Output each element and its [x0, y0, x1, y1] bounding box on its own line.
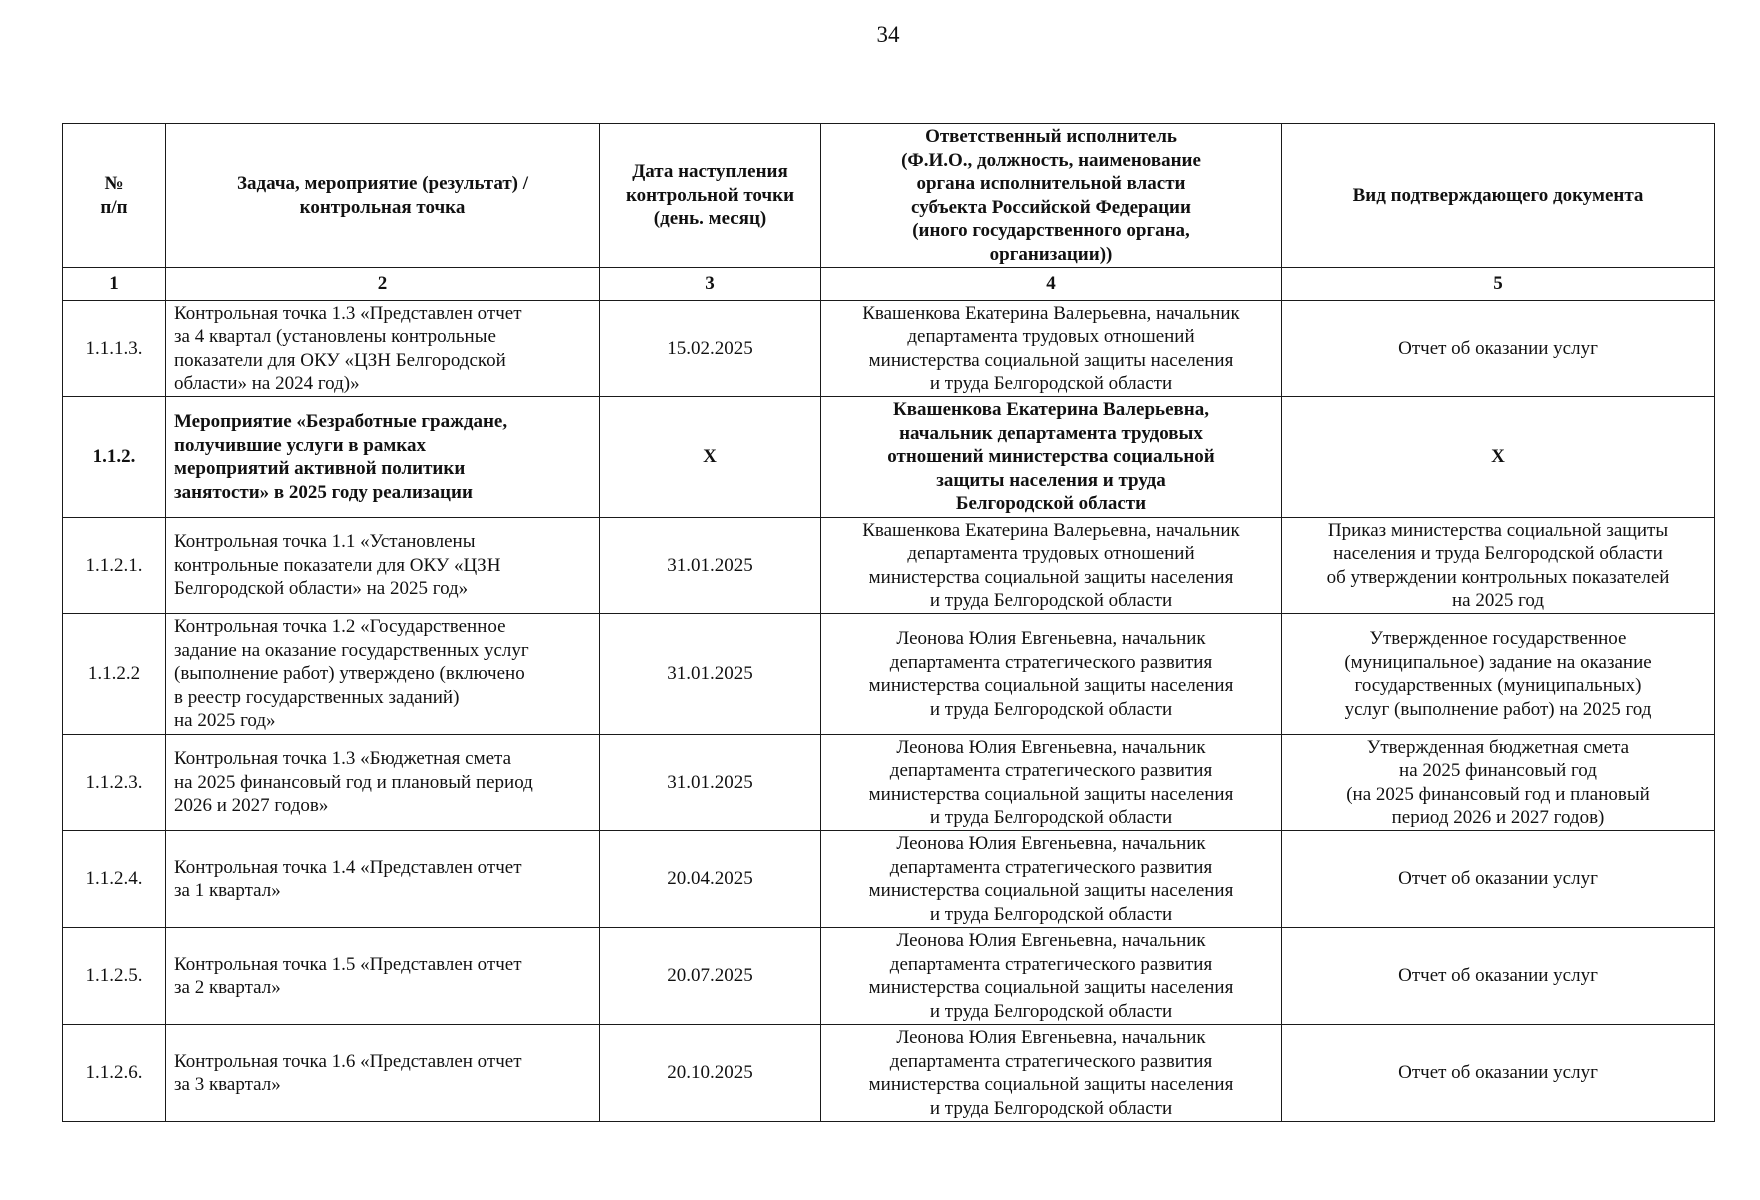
table-row — [63, 928, 1715, 1025]
column-number: 1 — [63, 268, 166, 301]
task-cell: Контрольная точка 1.4 «Представлен отчет за 1 квартал» — [166, 831, 600, 928]
table-row — [63, 735, 1715, 831]
date-cell: 31.01.2025 — [600, 614, 821, 735]
task-cell: Контрольная точка 1.6 «Представлен отчет за 3 квартал» — [166, 1025, 600, 1122]
document-cell: Отчет об оказании услуг — [1282, 831, 1715, 928]
responsible-cell: Леонова Юлия Евгеньевна, начальник департамента стратегического развития министерства социальной защиты населения и труда Белгородской области — [821, 831, 1282, 928]
column-number: 2 — [166, 268, 600, 301]
page-number: 34 — [876, 22, 900, 47]
column-number: 4 — [821, 268, 1282, 301]
table-row — [63, 518, 1715, 614]
document-cell: Отчет об оказании услуг — [1282, 928, 1715, 1025]
column-number: 3 — [600, 268, 821, 301]
column-number-row — [63, 268, 1715, 301]
row-number: 1.1.2.5. — [63, 928, 166, 1025]
table-row — [63, 397, 1715, 518]
table-row — [63, 1025, 1715, 1122]
responsible-cell: Квашенкова Екатерина Валерьевна, начальник департамента трудовых отношений министерства социальной защиты населения и труда Белгородской области — [821, 301, 1282, 397]
document-cell: Отчет об оказании услуг — [1282, 1025, 1715, 1122]
document-cell: Х — [1282, 397, 1715, 518]
task-cell: Контрольная точка 1.5 «Представлен отчет за 2 квартал» — [166, 928, 600, 1025]
header-row — [63, 124, 1715, 268]
column-number: 5 — [1282, 268, 1715, 301]
date-cell: 20.07.2025 — [600, 928, 821, 1025]
task-cell: Контрольная точка 1.2 «Государственное задание на оказание государственных услуг (выполнение работ) утверждено (включено в реестр государственных заданий) на 2025 год» — [166, 614, 600, 735]
header-responsible: Ответственный исполнитель (Ф.И.О., должность, наименование органа исполнительной власти субъекта Российской Федерации (иного государственного органа, организации)) — [821, 124, 1282, 268]
table-body — [63, 301, 1715, 1122]
header-number: № п/п — [63, 124, 166, 268]
date-cell: 20.04.2025 — [600, 831, 821, 928]
task-cell: Контрольная точка 1.3 «Бюджетная смета на 2025 финансовый год и плановый период 2026 и 2027 годов» — [166, 735, 600, 831]
header-document: Вид подтверждающего документа — [1282, 124, 1715, 268]
task-cell: Контрольная точка 1.3 «Представлен отчет за 4 квартал (установлены контрольные показатели для ОКУ «ЦЗН Белгородской области» на 2024 год)» — [166, 301, 600, 397]
control-points-table — [62, 123, 1715, 1122]
row-number: 1.1.2.2 — [63, 614, 166, 735]
date-cell: 20.10.2025 — [600, 1025, 821, 1122]
header-date: Дата наступления контрольной точки (день. месяц) — [600, 124, 821, 268]
date-cell: 31.01.2025 — [600, 518, 821, 614]
responsible-cell: Леонова Юлия Евгеньевна, начальник департамента стратегического развития министерства социальной защиты населения и труда Белгородской области — [821, 928, 1282, 1025]
document-cell: Утвержденное государственное (муниципальное) задание на оказание государственных (муниципальных) услуг (выполнение работ) на 2025 год — [1282, 614, 1715, 735]
document-cell: Приказ министерства социальной защиты населения и труда Белгородской области об утверждении контрольных показателей на 2025 год — [1282, 518, 1715, 614]
responsible-cell: Леонова Юлия Евгеньевна, начальник департамента стратегического развития министерства социальной защиты населения и труда Белгородской области — [821, 1025, 1282, 1122]
date-cell: Х — [600, 397, 821, 518]
responsible-cell: Леонова Юлия Евгеньевна, начальник департамента стратегического развития министерства социальной защиты населения и труда Белгородской области — [821, 614, 1282, 735]
responsible-cell: Квашенкова Екатерина Валерьевна, начальник департамента трудовых отношений министерства социальной защиты населения и труда Белгородской области — [821, 397, 1282, 518]
row-number: 1.1.2.4. — [63, 831, 166, 928]
row-number: 1.1.2.1. — [63, 518, 166, 614]
header-task: Задача, мероприятие (результат) / контрольная точка — [166, 124, 600, 268]
date-cell: 31.01.2025 — [600, 735, 821, 831]
table-row — [63, 301, 1715, 397]
task-cell: Контрольная точка 1.1 «Установлены контрольные показатели для ОКУ «ЦЗН Белгородской области» на 2025 год» — [166, 518, 600, 614]
date-cell: 15.02.2025 — [600, 301, 821, 397]
row-number: 1.1.1.3. — [63, 301, 166, 397]
responsible-cell: Квашенкова Екатерина Валерьевна, начальник департамента трудовых отношений министерства социальной защиты населения и труда Белгородской области — [821, 518, 1282, 614]
document-cell: Утвержденная бюджетная смета на 2025 финансовый год (на 2025 финансовый год и плановый период 2026 и 2027 годов) — [1282, 735, 1715, 831]
row-number: 1.1.2.3. — [63, 735, 166, 831]
table-row — [63, 614, 1715, 735]
table-row — [63, 831, 1715, 928]
row-number: 1.1.2.6. — [63, 1025, 166, 1122]
document-cell: Отчет об оказании услуг — [1282, 301, 1715, 397]
row-number: 1.1.2. — [63, 397, 166, 518]
task-cell: Мероприятие «Безработные граждане, получившие услуги в рамках мероприятий активной политики занятости» в 2025 году реализации — [166, 397, 600, 518]
responsible-cell: Леонова Юлия Евгеньевна, начальник департамента стратегического развития министерства социальной защиты населения и труда Белгородской области — [821, 735, 1282, 831]
